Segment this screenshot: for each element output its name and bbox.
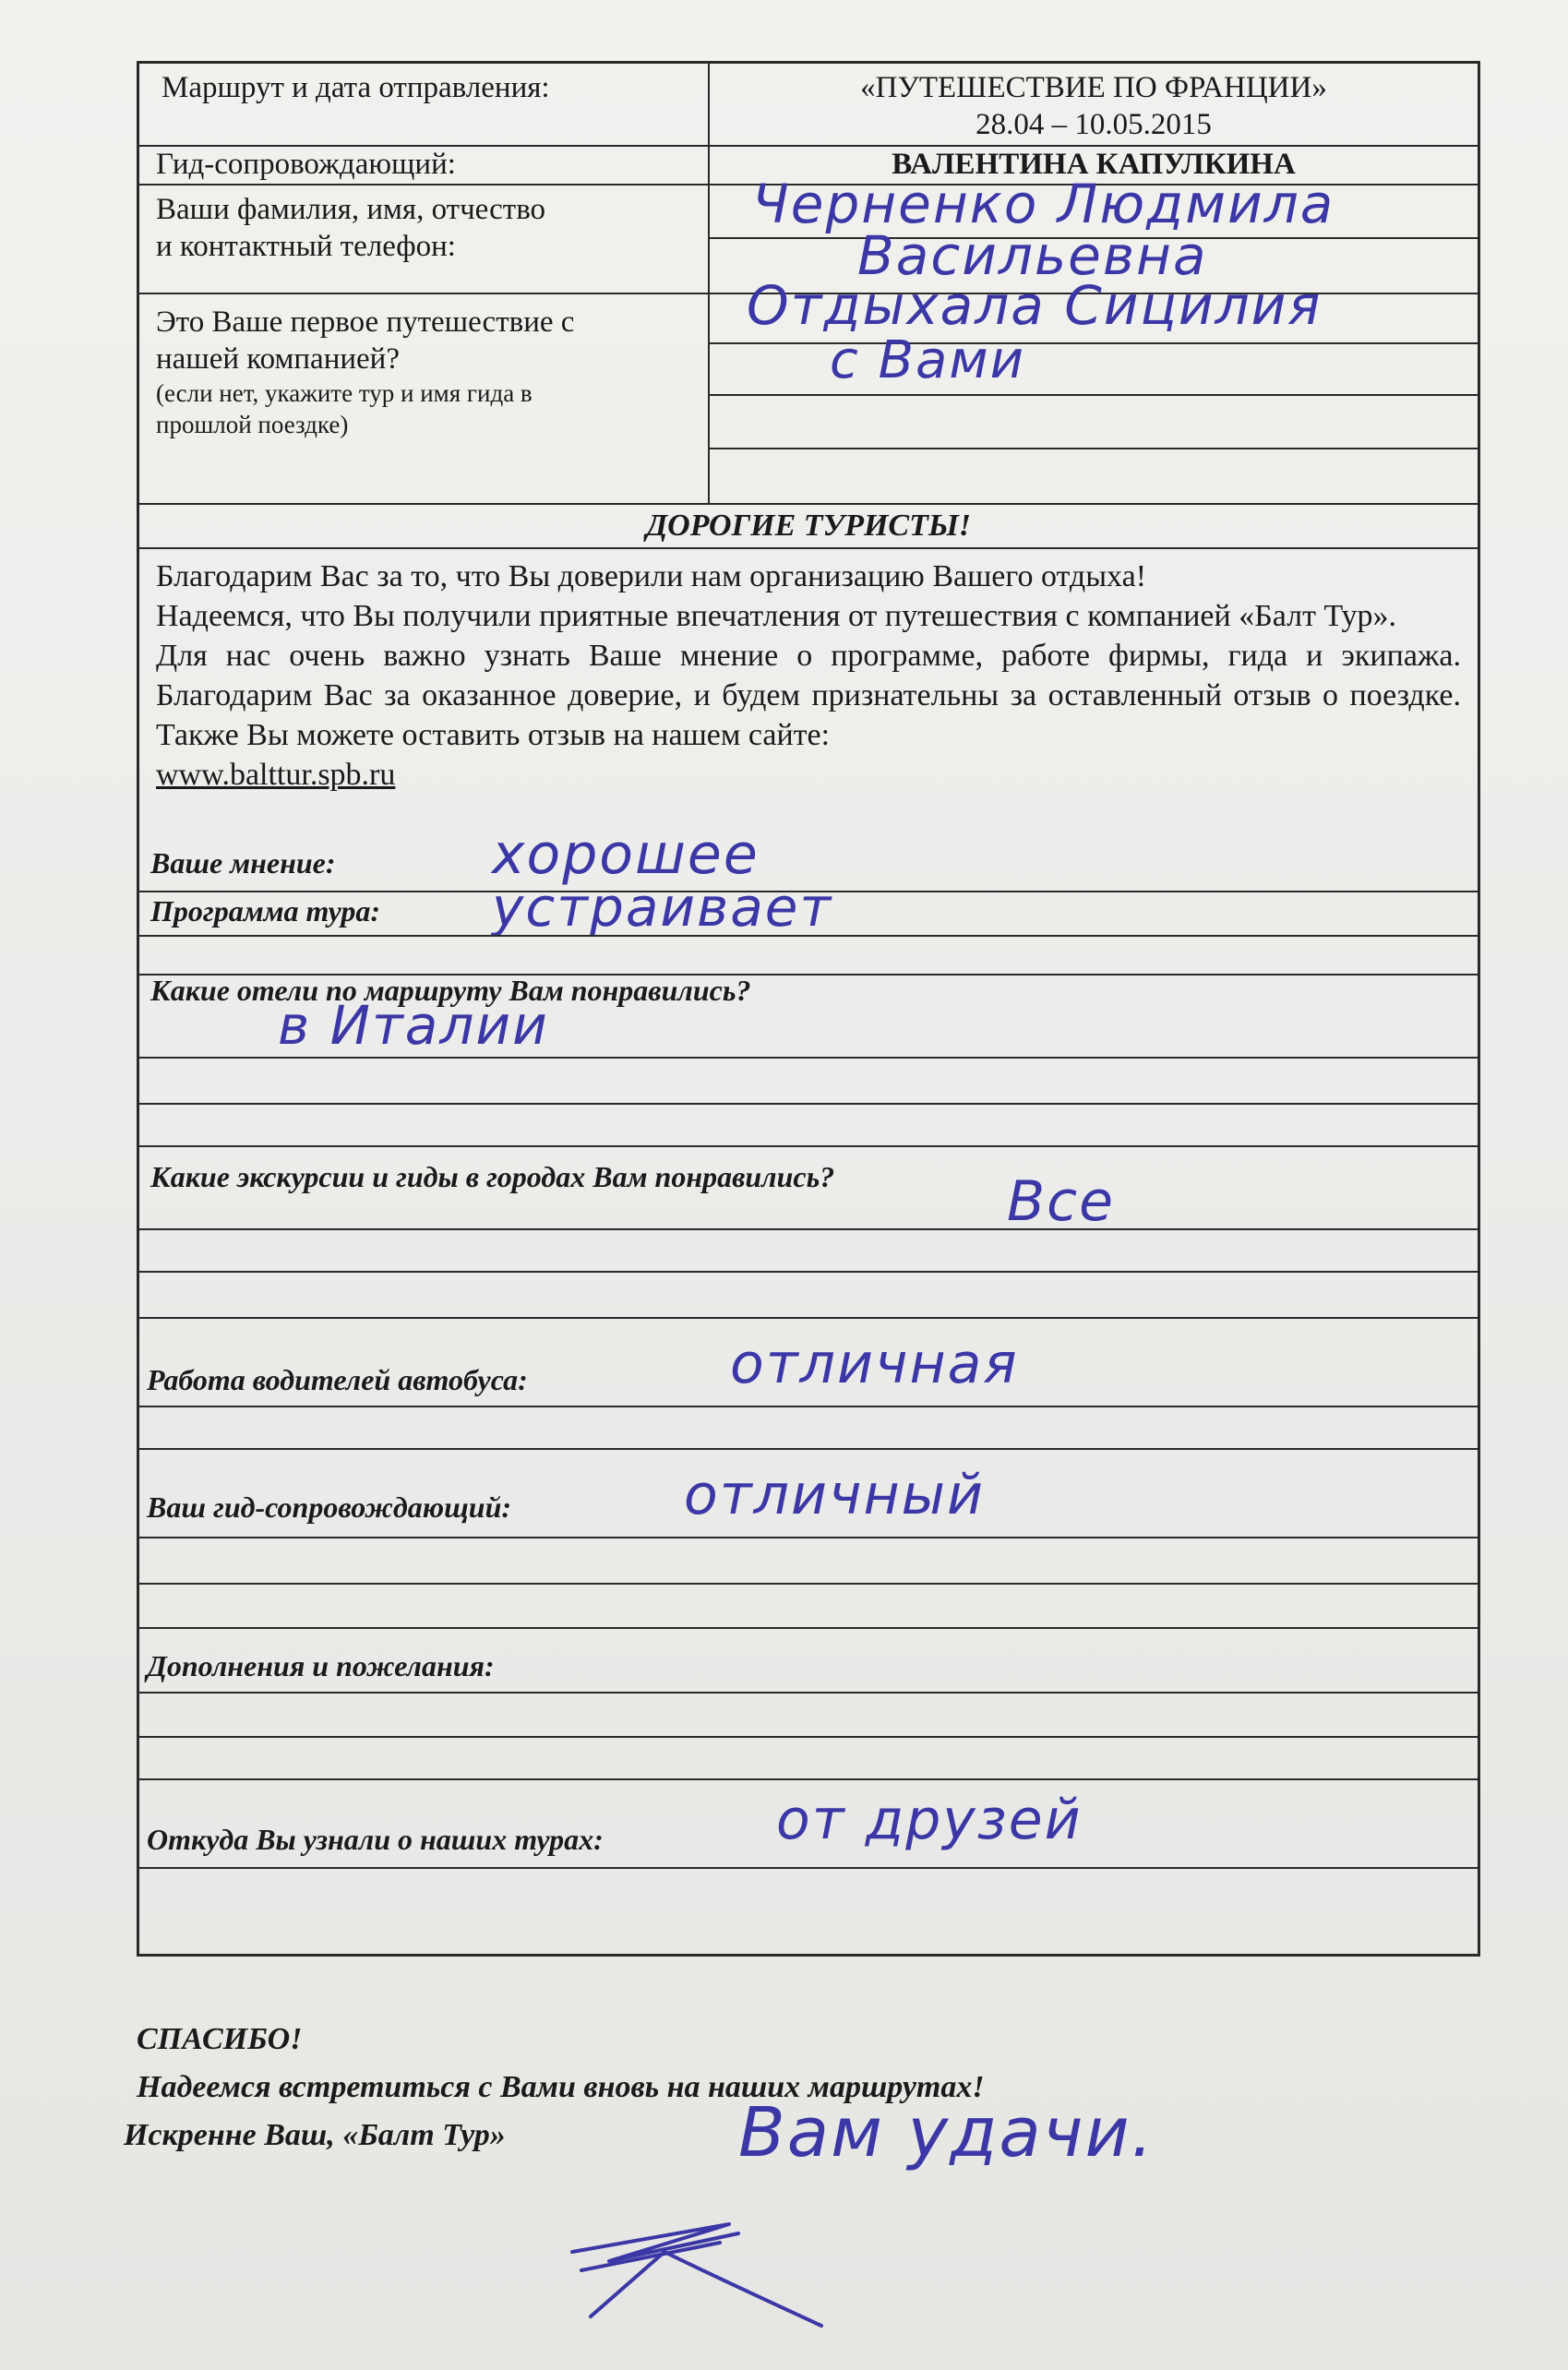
first-trip-handwriting-1: Отдыхала Сицилия: [747, 274, 1323, 337]
feedback-form-table: [137, 61, 1480, 1957]
source-handwriting: от друзей: [776, 1788, 1083, 1852]
first-trip-handwriting-2: с Вами: [830, 330, 1025, 390]
hotels-line-3: [139, 1145, 1478, 1147]
drivers-line-2: [139, 1448, 1478, 1450]
guide-line-2: [139, 1583, 1478, 1585]
hotels-label: Какие отели по маршруту Вам понравились?: [150, 974, 751, 1007]
route-value: [710, 64, 1478, 145]
program-line: [139, 935, 1478, 937]
drivers-line-1: [139, 1406, 1478, 1407]
route-dates: 28.04 – 10.05.2015: [976, 108, 1212, 141]
hotels-line-2: [139, 1103, 1478, 1105]
first-trip-label-line-2: нашей компанией?: [156, 342, 400, 376]
first-trip-line-2: [710, 394, 1478, 396]
program-handwriting: устраивает: [492, 876, 833, 939]
route-label: Маршрут и дата отправления:: [139, 64, 710, 145]
hotels-line-1: [139, 1057, 1478, 1059]
contact-handwriting-1: Черненко Людмила: [752, 173, 1335, 235]
opinion-label: Ваше мнение:: [150, 846, 336, 880]
guide-line-1: [139, 1537, 1478, 1538]
guide-line-3: [139, 1627, 1478, 1629]
hotels-handwriting: в Италии: [278, 994, 549, 1057]
contact-handwriting-2: Васильевна: [857, 224, 1208, 287]
additions-line-3: [139, 1778, 1478, 1780]
additions-line-2: [139, 1736, 1478, 1738]
intro-paragraph-1: Благодарим Вас за то, что Вы доверили нам организацию Вашего отдыха!: [156, 559, 1147, 593]
guide-name: ВАЛЕНТИНА КАПУЛКИНА: [892, 148, 1296, 181]
closing-thanks: СПАСИБО!: [137, 2022, 303, 2056]
route-title: «ПУТЕШЕСТВИЕ ПО ФРАНЦИИ»: [860, 71, 1327, 104]
additions-label: Дополнения и пожелания:: [147, 1649, 495, 1682]
program-label: Программа тура:: [150, 894, 381, 928]
contact-label-line-1: Ваши фамилия, имя, отчество: [156, 193, 546, 226]
guide-opinion-label: Ваш гид-сопровождающий:: [147, 1490, 512, 1524]
intro-paragraph-3: Для нас очень важно узнать Ваше мнение о программе, работе фирмы, гида и экипажа. Благодарим Вас за оказанное доверие, и будем признательны за оставленный отзыв о поездке. Также Вы можете оставить отзыв на нашем сайте:: [156, 639, 1461, 752]
source-line: [139, 1867, 1478, 1869]
wish-handwriting: Вам удачи.: [738, 2093, 1155, 2172]
source-label: Откуда Вы узнали о наших турах:: [147, 1823, 604, 1856]
excursions-line-1: [139, 1228, 1478, 1230]
drivers-label: Работа водителей автобуса:: [147, 1363, 528, 1396]
closing-hope: Надеемся встретиться с Вами вновь на наших маршрутах!: [137, 2070, 985, 2104]
intro-title: ДОРОГИЕ ТУРИСТЫ!: [139, 505, 1478, 549]
contact-label: [139, 186, 710, 293]
signature-scribble: [554, 2215, 831, 2335]
intro-section: [139, 505, 1478, 1954]
excursions-label: Какие экскурсии и гиды в городах Вам понравились?: [150, 1160, 835, 1193]
intro-paragraph-2: Надеемся, что Вы получили приятные впечатления от путешествия с компанией «Балт Тур».: [156, 599, 1397, 633]
first-trip-note-1: (если нет, укажите тур и имя гида в: [156, 379, 533, 407]
site-link[interactable]: www.balttur.spb.ru: [156, 758, 396, 792]
intro-text: [139, 549, 1478, 809]
guide-opinion-handwriting: отличный: [684, 1463, 986, 1527]
excursions-line-3: [139, 1317, 1478, 1319]
questions-area: [139, 809, 1478, 1954]
first-trip-label: [139, 294, 710, 503]
contact-label-line-2: и контактный телефон:: [156, 230, 456, 263]
first-trip-note-2: прошлой поездке): [156, 411, 349, 438]
guide-label: Гид-сопровождающий:: [139, 147, 710, 184]
first-trip-row: [139, 274, 1478, 505]
drivers-handwriting: отличная: [730, 1332, 1019, 1396]
first-trip-label-line-1: Это Ваше первое путешествие с: [156, 305, 575, 339]
additions-line-1: [139, 1692, 1478, 1694]
closing-sign: Искренне Ваш, «Балт Тур»: [124, 2118, 506, 2152]
first-trip-line-1: [710, 342, 1478, 344]
opinion-handwriting: хорошее: [492, 822, 760, 887]
route-row: [139, 64, 1478, 147]
excursions-line-2: [139, 1271, 1478, 1273]
excursions-handwriting: Все: [1007, 1169, 1116, 1234]
first-trip-line-3: [710, 448, 1478, 449]
first-trip-answer-field[interactable]: [710, 274, 1478, 503]
